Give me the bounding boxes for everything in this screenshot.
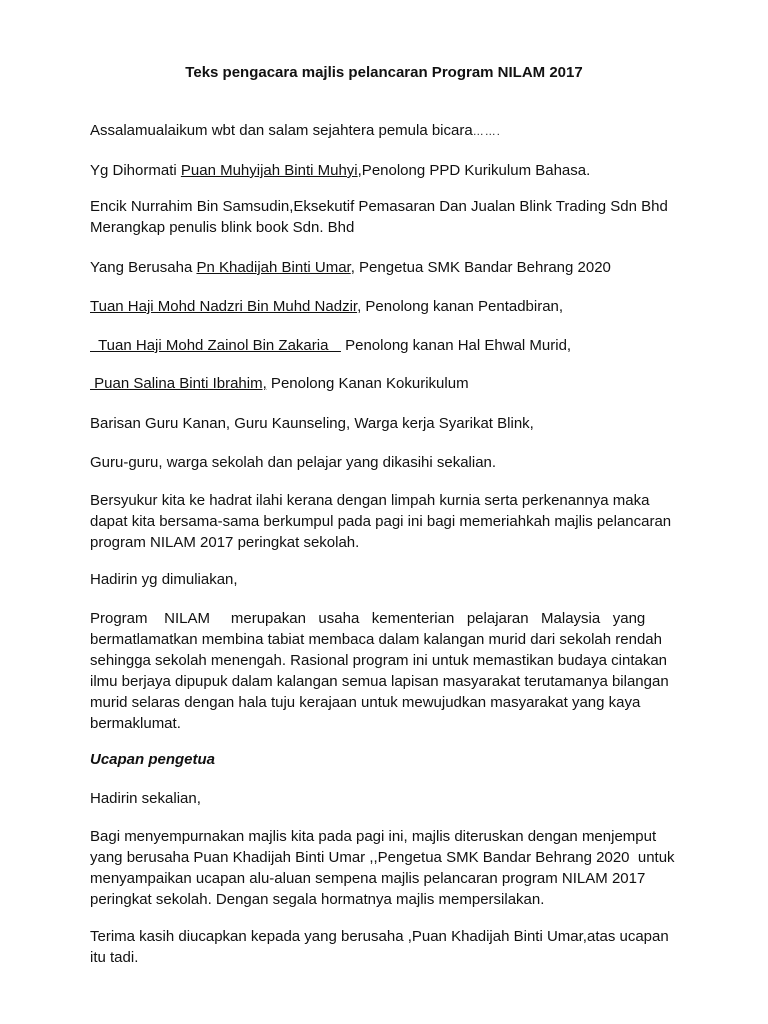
nadzri-paragraph bbox=[90, 296, 678, 317]
bersyukur-line-2: dapat kita bersama-sama berkumpul pada pagi ini bagi memeriahkah majlis pelancaran bbox=[90, 513, 672, 530]
bagi-line-3: menyampaikan ucapan alu-aluan sempena majlis pelancaran program NILAM 2017 bbox=[90, 870, 646, 887]
program-line-4: ilmu berjaya dipupuk dalam kalangan semua lapisan masyarakat terutamanya bilangan bbox=[90, 673, 669, 690]
zainol-name: Tuan Haji Mohd Zainol Bin Zakaria bbox=[90, 337, 341, 354]
berusaha-suffix: , Pengetua SMK Bandar Behrang 2020 bbox=[350, 259, 611, 276]
berusaha-name: Pn Khadijah Binti Umar bbox=[196, 259, 351, 276]
dihormati-name: Puan Muhyijah Binti Muhyi bbox=[180, 162, 358, 179]
encik-line-1: Encik Nurrahim Bin Samsudin,Eksekutif Pemasaran Dan Jualan Blink Trading Sdn Bhd bbox=[90, 198, 668, 215]
berusaha-paragraph bbox=[90, 257, 678, 278]
greeting-text: Assalamualaikum wbt dan salam sejahtera pemula bicara bbox=[90, 122, 473, 139]
program-line-5: murid selaras dengan hala tuju kerajaan untuk mewujudkan masyarakat yang kaya bbox=[90, 694, 641, 711]
dihormati-suffix: ,Penolong PPD Kurikulum Bahasa. bbox=[357, 162, 591, 179]
bersyukur-paragraph bbox=[90, 490, 678, 553]
terima-kasih-paragraph bbox=[90, 926, 678, 968]
guru-paragraph: Guru-guru, warga sekolah dan pelajar yang dikasihi sekalian. bbox=[90, 454, 497, 471]
program-paragraph bbox=[90, 608, 678, 734]
bagi-line-4: peringkat sekolah. Dengan segala hormatnya majlis mempersilakan. bbox=[90, 891, 545, 908]
nadzri-name: Tuan Haji Mohd Nadzri Bin Muhd Nadzir bbox=[90, 298, 358, 315]
encik-paragraph bbox=[90, 196, 678, 238]
bagi-line-1: Bagi menyempurnakan majlis kita pada pagi ini, majlis diteruskan dengan menjemput bbox=[90, 828, 657, 845]
berusaha-prefix: Yang Berusaha bbox=[90, 259, 197, 276]
program-line-2: bermatlamatkan membina tabiat membaca dalam kalangan murid dari sekolah rendah bbox=[90, 631, 662, 648]
greeting-paragraph bbox=[90, 120, 678, 143]
program-line-6: bermaklumat. bbox=[90, 715, 181, 732]
salina-paragraph bbox=[90, 373, 678, 394]
terima-line-1: Terima kasih diucapkan kepada yang berusaha ,Puan Khadijah Binti Umar,atas ucapan bbox=[90, 928, 669, 945]
terima-line-2: itu tadi. bbox=[90, 949, 139, 966]
dihormati-paragraph bbox=[90, 160, 678, 181]
zainol-suffix: Penolong kanan Hal Ehwal Murid, bbox=[340, 337, 572, 354]
nadzri-suffix: , Penolong kanan Pentadbiran, bbox=[357, 298, 564, 315]
hadirin-dimuliakan: Hadirin yg dimuliakan, bbox=[90, 571, 238, 588]
hadirin-sekalian: Hadirin sekalian, bbox=[90, 790, 201, 807]
encik-line-2: Merangkap penulis blink book Sdn. Bhd bbox=[90, 219, 355, 236]
ucapan-heading: Ucapan pengetua bbox=[90, 751, 216, 768]
salina-name: Puan Salina Binti Ibrahim, bbox=[90, 375, 267, 392]
bagi-paragraph bbox=[90, 826, 678, 910]
salina-suffix: Penolong Kanan Kokurikulum bbox=[266, 375, 469, 392]
bagi-line-2: yang berusaha Puan Khadijah Binti Umar ,,Pengetua SMK Bandar Behrang 2020 untuk bbox=[90, 849, 675, 866]
zainol-paragraph bbox=[90, 335, 678, 356]
greeting-dots: ……. bbox=[472, 126, 501, 138]
bersyukur-line-3: program NILAM 2017 peringkat sekolah. bbox=[90, 534, 360, 551]
barisan-paragraph: Barisan Guru Kanan, Guru Kaunseling, Warga kerja Syarikat Blink, bbox=[90, 415, 534, 432]
program-line-3: sehingga sekolah menengah. Rasional program ini untuk memastikan budaya cintakan bbox=[90, 652, 668, 669]
document-title: Teks pengacara majlis pelancaran Program NILAM 2017 bbox=[185, 64, 583, 81]
bersyukur-line-1: Bersyukur kita ke hadrat ilahi kerana dengan limpah kurnia serta perkenannya maka bbox=[90, 492, 650, 509]
program-line-1: Program NILAM merupakan usaha kementerian pelajaran Malaysia yang bbox=[90, 610, 646, 627]
dihormati-prefix: Yg Dihormati bbox=[90, 162, 181, 179]
